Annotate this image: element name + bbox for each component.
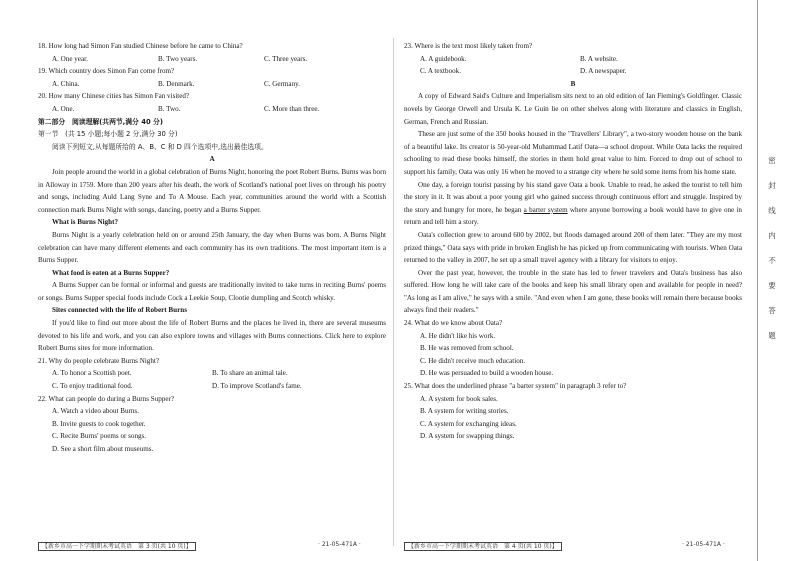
column-divider [393, 38, 394, 546]
left-footer [38, 541, 196, 550]
margin-char: 答 [768, 306, 776, 315]
q23-option-b: B. A website. [580, 54, 618, 63]
margin-char: 不 [768, 256, 776, 265]
q21-options [38, 367, 386, 380]
q21-option-d: D. To improve Scotland's fame. [212, 382, 302, 391]
passage-a-heading: What is Burns Night? [52, 218, 119, 227]
page-footer-label: 【新乡市高一下学期期末考试英语 第 4 页(共 10 页)】 [404, 542, 562, 551]
q20-option-c: C. More than three. [264, 104, 320, 113]
q20-option-a: A. One. [52, 104, 75, 113]
sealing-line-notice [766, 148, 778, 348]
q24-option-b: B. He was removed from school. [420, 344, 514, 353]
passage-a-label: A [209, 155, 215, 164]
margin-char: 要 [768, 281, 776, 290]
q19-options [38, 78, 386, 91]
q21-question: 21. Why do people celebrate Burns Night? [38, 356, 160, 365]
margin-char: 密 [768, 156, 776, 165]
q25-option-a: A. A system for book sales. [420, 394, 498, 403]
q19-question: 19. Which country does Simon Fan come from? [38, 67, 175, 76]
q23-question: 23. Where is the text most likely taken from? [404, 42, 533, 50]
q24-option-a: A. He didn't like his work. [420, 331, 496, 340]
q18-option-a: A. One year. [52, 54, 88, 63]
q18-question: 18. How long had Simon Fan studied Chinese before he came to China? [38, 42, 243, 50]
q22-option-d: D. See a short film about museums. [52, 445, 154, 453]
section1-instruction: 阅读下列短文,从每题所给的 A、B、C 和 D 四个选项中,选出最佳选项。 [52, 142, 268, 151]
q25-question: 25. What does the underlined phrase "a barter system" in paragraph 3 refer to? [404, 382, 627, 391]
margin-char: 线 [768, 206, 776, 215]
part2-heading: 第二部分 阅读理解(共两节,满分 40 分) [38, 117, 163, 126]
passage-a-heading: Sites connected with the life of Robert Burns [52, 306, 187, 315]
passage-a-paragraph: A Burns Supper can be formal or informal and guests are traditionally invited to take turns in reciting Burns' poems or songs. Burns Supper special foods include Cock a Leekie Soup, Clootie dumpling and Scotch whisky. [38, 281, 386, 302]
q21-options [38, 380, 386, 393]
passage-a-paragraph: Burns Night is a yearly celebration held on or around 25th January, the day when Burns was born. A Burns Night celebration can have many different elements and each community has its own traditions. The most important item is a Burns Supper. [38, 230, 386, 265]
passage-b-paragraph: These are just some of the 350 books housed in the "Travellers' Library", a two-story wooden house on the bank of a beautiful lake. Its creator is 50-year-old Muhammad Latif Oata—a school dropout. While Oata lacks the required schooling to read these books himself, the stories in them hold great value to him. Forced to drop out of school to support his family, Oata was only 16 when he moved to a strange city where he sold some items from his home state. [404, 130, 742, 176]
q24-question: 24. What do we know about Oata? [404, 319, 503, 328]
passage-b-label: B [570, 79, 576, 88]
right-footer [404, 541, 562, 550]
q21-option-b: B. To share an animal tale. [212, 369, 288, 378]
underlined-phrase: a barter system [523, 205, 568, 214]
left-footer-code: · 21-05-471A · [318, 541, 361, 548]
q18-options [38, 53, 386, 66]
q23-option-c: C. A textbook. [420, 67, 461, 76]
margin-char: 封 [768, 181, 776, 190]
q23-option-d: D. A newspaper. [580, 67, 627, 76]
left-page [38, 40, 386, 456]
q20-option-b: B. Two. [158, 104, 181, 113]
q22-option-a: A. Watch a video about Burns. [52, 407, 139, 416]
passage-a-paragraph: Join people around the world in a global celebration of Burns Night, honoring the poet Robert Burns. Burns was born in Alloway in 1759. More than 200 years after his death, the work of Scotland's national poet lives on through his poetry and songs, including Auld Lang Syne and To A Mouse. Each year, communities around the world with a Scottish connection mark Burns Night with songs, dancing, poetry and a Burns Supper. [38, 167, 386, 214]
passage-a-heading: What food is eaten at a Burns Supper? [52, 268, 170, 277]
q24-option-c: C. He didn't receive much education. [420, 356, 526, 365]
q20-question: 20. How many Chinese cities has Simon Fan visited? [38, 92, 190, 101]
q19-option-b: B. Denmark. [158, 79, 195, 88]
q20-options [38, 103, 386, 116]
q25-option-b: B. A system for writing stories. [420, 407, 509, 416]
page-footer-label: 【新乡市高一下学期期末考试英语 第 3 页(共 10 页)】 [38, 542, 196, 551]
right-footer-code: · 21-05-471A · [682, 541, 725, 548]
passage-b-paragraph [404, 179, 742, 229]
q24-option-d: D. He was persuaded to build a wooden house. [420, 369, 554, 378]
passage-b-paragraph: Over the past year, however, the trouble in the state has led to fewer travelers and Oata's business has also suffered. How long he will take care of the books and keep his small library open and available for people in need? "As long as I am alive," he says with a smile. "And even when I am gone, these books will remain there because books always find their readers." [404, 268, 742, 315]
q18-option-c: C. Three years. [264, 54, 308, 63]
margin-char: 题 [768, 331, 776, 340]
passage-b-paragraph: A copy of Edward Said's Culture and Imperialism sits next to an old edition of Ian Fleming's Goldfinger. Classic novels by George Orwell and Ursula K. Le Guin lie on other shelves along with literature and classics in English, German, French and Russian. [404, 92, 742, 126]
q23-options [404, 65, 742, 78]
passage-b-paragraph: Oata's collection grew to around 600 by 2002, but floods damaged around 200 of them later. "They are my most prized things," Oata says with pride in broken English he has picked up from communicating with tourists. When Oata returned to the valley in 2007, he set up a small travel agency with a library for visitors to enjoy. [404, 230, 742, 265]
q25-option-d: D. A system for swapping things. [420, 432, 515, 441]
q21-option-c: C. To enjoy traditional food. [52, 382, 133, 391]
section1-heading: 第一节 (共 15 小题;每小题 2 分,满分 30 分) [38, 130, 178, 139]
q22-option-b: B. Invite guests to cook together. [52, 419, 146, 428]
passage-b-text: One day, a foreign tourist passing by his stand gave Oata a book. Unable to read, he asked the tourist to tell him the story in it. It was about a poor young girl who gained success through continuous effort and struggle. Inspired by the story and hungry for more, he began [404, 180, 742, 214]
q18-option-b: B. Two years. [158, 54, 198, 63]
q19-option-a: A. China. [52, 79, 80, 88]
q21-option-a: A. To honor a Scottish poet. [52, 369, 132, 378]
passage-b-text: where anyone borrowing a book would have to give one in return and tell him a story. [404, 205, 742, 227]
q19-option-c: C. Germany. [264, 79, 300, 88]
q25-option-c: C. A system for exchanging ideas. [420, 419, 517, 428]
q23-options [404, 53, 742, 66]
margin-char: 内 [768, 231, 776, 240]
q22-option-c: C. Recite Burns' poems or songs. [52, 432, 147, 441]
q22-question: 22. What can people do during a Burns Supper? [38, 394, 174, 403]
right-page [404, 40, 742, 443]
q23-option-a: A. A guidebook. [420, 54, 467, 63]
passage-a-paragraph: If you'd like to find out more about the life of Robert Burns and the places he lived in, there are several museums devoted to his life and work, and you can also explore towns and villages with Burns connections. Click here to explore Robert Burns sites for more information. [38, 319, 386, 353]
